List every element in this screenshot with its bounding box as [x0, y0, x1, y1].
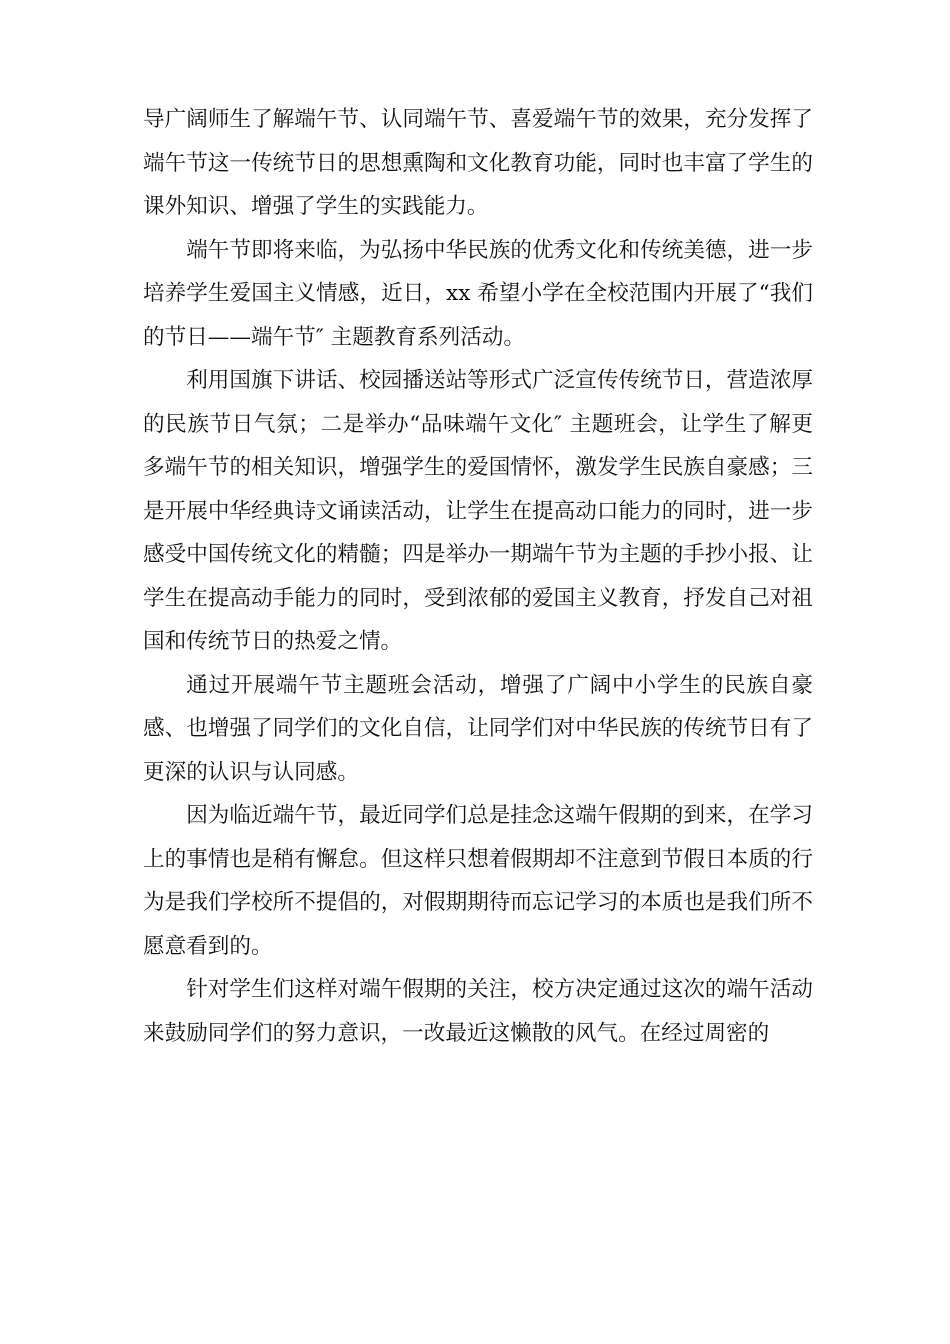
paragraph-5: 因为临近端午节，最近同学们总是挂念这端午假期的到来，在学习上的事情也是稍有懈怠。但这样只想着假期却不注意到节假日本质的行为是我们学校所不提倡的，对假期期待而忘记学习的本质也是我们所不愿意看到的。 [143, 803, 813, 959]
paragraph-2: 端午节即将来临，为弘扬中华民族的优秀文化和传统美德，进一步培养学生爱国主义情感，近日，xx 希望小学在全校范围内开展了“我们的节日——端午节″ 主题教育系列活动。 [143, 237, 813, 350]
paragraph-6: 针对学生们这样对端午假期的关注，校方决定通过这次的端午活动来鼓励同学们的努力意识，一改最近这懒散的风气。在经过周密的 [143, 977, 813, 1046]
paragraph-4: 通过开展端午节主题班会活动，增强了广阔中小学生的民族自豪感、也增强了同学们的文化自信，让同学们对中华民族的传统节日有了更深的认识与认同感。 [143, 672, 813, 785]
document-body [143, 98, 813, 1055]
paragraph-1: 导广阔师生了解端午节、认同端午节、喜爱端午节的效果，充分发挥了端午节这一传统节日的思想熏陶和文化教育功能，同时也丰富了学生的课外知识、增强了学生的实践能力。 [143, 107, 813, 219]
paragraph-3: 利用国旗下讲话、校园播送站等形式广泛宣传传统节日，营造浓厚的民族节日气氛；二是举办“品味端午文化″ 主题班会，让学生了解更多端午节的相关知识，增强学生的爱国情怀，激发学生民族自豪感；三是开展中华经典诗文诵读活动，让学生在提高动口能力的同时，进一步感受中国传统文化的精髓；四是举办一期端午节为主题的手抄小报、让学生在提高动手能力的同时，受到浓郁的爱国主义教育，抒发自己对祖国和传统节日的热爱之情。 [143, 368, 813, 654]
